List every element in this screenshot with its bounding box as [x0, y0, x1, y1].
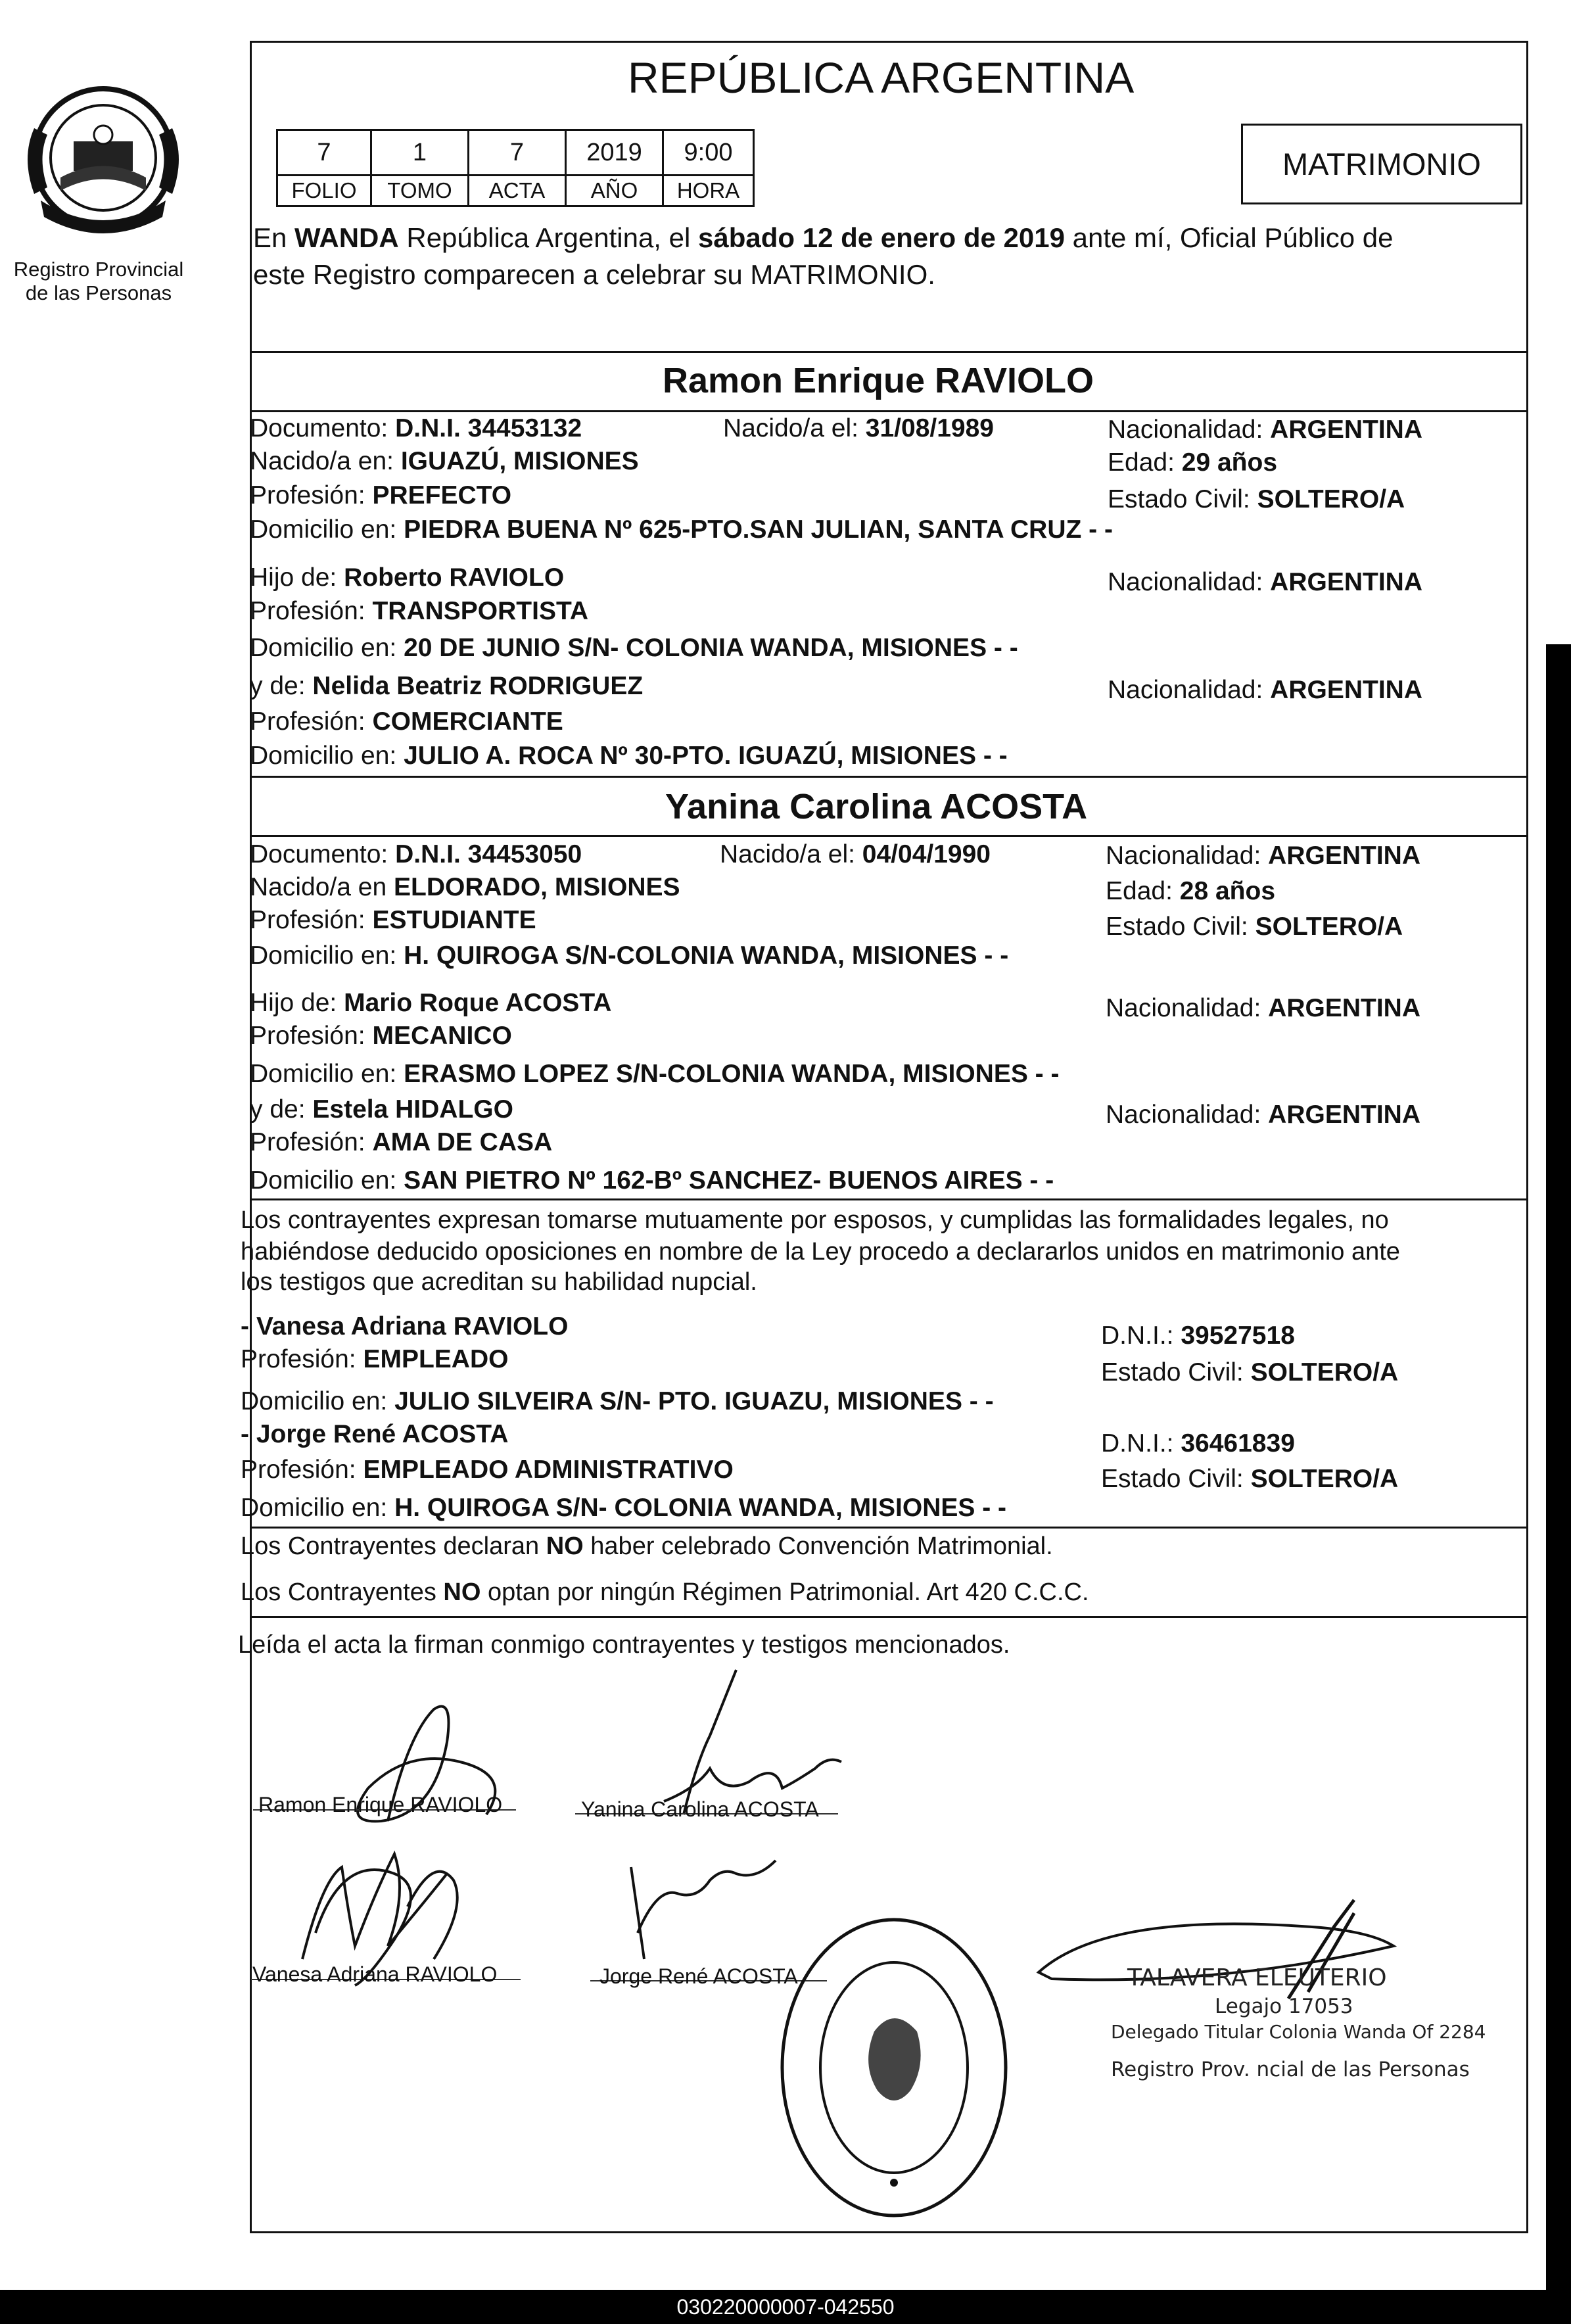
witness1-civil: Estado Civil: SOLTERO/A [1101, 1358, 1399, 1387]
tomo-label: TOMO [371, 176, 469, 206]
official-name: TALAVERA ELEUTERIO [1127, 1964, 1387, 1991]
hora-label: HORA [663, 176, 754, 206]
registry-label-2: de las Personas [25, 281, 172, 304]
c1-father: Hijo de: Roberto RAVIOLO [250, 563, 565, 592]
c1-father-nationality: Nacionalidad: ARGENTINA [1108, 568, 1423, 596]
witness1-profession: Profesión: EMPLEADO [241, 1345, 509, 1373]
official-org: Registro Prov. ncial de las Personas [1111, 2058, 1470, 2081]
c1-doc: Documento: D.N.I. 34453132 [250, 414, 582, 442]
c2-nationality: Nacionalidad: ARGENTINA [1106, 842, 1421, 870]
c1-nationality: Nacionalidad: ARGENTINA [1108, 415, 1423, 444]
witness2-profession: Profesión: EMPLEADO ADMINISTRATIVO [241, 1456, 734, 1484]
acta-label: ACTA [469, 176, 566, 206]
c2-mother-nationality: Nacionalidad: ARGENTINA [1106, 1101, 1421, 1129]
intro-line-2: este Registro comparecen a celebrar su MATRIMONIO. [253, 259, 935, 290]
c1-profession: Profesión: PREFECTO [250, 481, 512, 510]
c2-mother: y de: Estela HIDALGO [250, 1095, 513, 1124]
c2-profession: Profesión: ESTUDIANTE [250, 906, 536, 934]
c1-born-in: Nacido/a en: IGUAZÚ, MISIONES [250, 447, 639, 475]
declaration-line-3: los testigos que acreditan su habilidad nupcial. [241, 1268, 757, 1296]
signature-caption-2: Yanina Carolina ACOSTA [581, 1797, 819, 1821]
c1-mother-profession: Profesión: COMERCIANTE [250, 707, 563, 736]
c1-father-profession: Profesión: TRANSPORTISTA [250, 597, 589, 625]
signature-caption-1: Ramon Enrique RAVIOLO [258, 1793, 503, 1816]
c2-born-on: Nacido/a el: 04/04/1990 [720, 840, 991, 868]
signatures-intro: Leída el acta la firman conmigo contrayentes y testigos mencionados. [238, 1631, 1010, 1659]
signature-caption-4: Jorge René ACOSTA [599, 1964, 798, 1988]
c2-civil-status: Estado Civil: SOLTERO/A [1106, 913, 1403, 941]
contrayente2-name: Yanina Carolina ACOSTA [665, 787, 1088, 826]
convention-line-1: Los Contrayentes declaran NO haber celebrado Convención Matrimonial. [241, 1532, 1053, 1560]
official-stamp [776, 1913, 1012, 2222]
witness1-address: Domicilio en: JULIO SILVEIRA S/N- PTO. IGUAZU, MISIONES - - [241, 1387, 994, 1415]
registry-label-1: Registro Provincial [13, 258, 184, 281]
ano-label: AÑO [566, 176, 663, 206]
official-legajo: Legajo 17053 [1215, 1995, 1353, 2018]
c1-address: Domicilio en: PIEDRA BUENA Nº 625-PTO.SAN JULIAN, SANTA CRUZ - - [250, 515, 1113, 544]
declaration-line-1: Los contrayentes expresan tomarse mutuamente por esposos, y cumplidas las formalidades legales, no [241, 1206, 1389, 1234]
contrayente1-name: Ramon Enrique RAVIOLO [663, 361, 1094, 400]
divider [250, 1527, 1528, 1529]
witness1-dni: D.N.I.: 39527518 [1101, 1321, 1295, 1350]
c1-born-on: Nacido/a el: 31/08/1989 [723, 414, 994, 442]
divider [250, 835, 1528, 837]
acta-value: 7 [469, 130, 566, 176]
c1-mother: y de: Nelida Beatriz RODRIGUEZ [250, 672, 644, 700]
page-title: REPÚBLICA ARGENTINA [628, 53, 1135, 102]
witness2-dni: D.N.I.: 36461839 [1101, 1429, 1295, 1458]
document-code-footer: 030220000007-042550 [0, 2290, 1571, 2324]
witness1-name: - Vanesa Adriana RAVIOLO [241, 1312, 569, 1340]
c2-father: Hijo de: Mario Roque ACOSTA [250, 989, 612, 1017]
divider [250, 1616, 1528, 1618]
c2-age: Edad: 28 años [1106, 877, 1276, 905]
witness2-name: - Jorge René ACOSTA [241, 1420, 509, 1448]
witness2-civil: Estado Civil: SOLTERO/A [1101, 1465, 1399, 1493]
declaration-line-2: habiéndose deducido oposiciones en nombre de la Ley procedo a declararlos unidos en matrimonio ante [241, 1238, 1400, 1266]
registry-seal-logo [14, 69, 192, 247]
c1-mother-nationality: Nacionalidad: ARGENTINA [1108, 676, 1423, 704]
record-type-box: MATRIMONIO [1241, 124, 1522, 204]
signature-caption-3: Vanesa Adriana RAVIOLO [252, 1962, 498, 1986]
folio-table [276, 129, 755, 207]
divider [250, 351, 1528, 353]
c2-doc: Documento: D.N.I. 34453050 [250, 840, 582, 868]
convention-line-2: Los Contrayentes NO optan por ningún Régimen Patrimonial. Art 420 C.C.C. [241, 1578, 1089, 1606]
c2-mother-address: Domicilio en: SAN PIETRO Nº 162-Bº SANCHEZ- BUENOS AIRES - - [250, 1166, 1054, 1195]
divider [250, 776, 1528, 778]
c2-father-address: Domicilio en: ERASMO LOPEZ S/N-COLONIA WANDA, MISIONES - - [250, 1060, 1060, 1088]
hora-value: 9:00 [663, 130, 754, 176]
c1-age: Edad: 29 años [1108, 448, 1278, 477]
witness2-address: Domicilio en: H. QUIROGA S/N- COLONIA WANDA, MISIONES - - [241, 1494, 1007, 1522]
folio-value: 7 [277, 130, 371, 176]
tomo-value: 1 [371, 130, 469, 176]
ano-value: 2019 [566, 130, 663, 176]
divider [250, 410, 1528, 412]
c2-father-nationality: Nacionalidad: ARGENTINA [1106, 994, 1421, 1022]
scan-edge-bar [1546, 644, 1571, 2290]
divider [250, 1198, 1528, 1200]
c1-father-address: Domicilio en: 20 DE JUNIO S/N- COLONIA WANDA, MISIONES - - [250, 634, 1018, 662]
folio-label: FOLIO [277, 176, 371, 206]
intro-line-1: En WANDA República Argentina, el sábado 12 de enero de 2019 ante mí, Oficial Público de [253, 222, 1394, 253]
official-role: Delegado Titular Colonia Wanda Of 2284 [1111, 2021, 1486, 2043]
c2-mother-profession: Profesión: AMA DE CASA [250, 1128, 553, 1156]
c2-address: Domicilio en: H. QUIROGA S/N-COLONIA WANDA, MISIONES - - [250, 941, 1009, 970]
c2-born-in: Nacido/a en ELDORADO, MISIONES [250, 873, 680, 901]
c1-civil-status: Estado Civil: SOLTERO/A [1108, 485, 1405, 513]
c2-father-profession: Profesión: MECANICO [250, 1022, 512, 1050]
c1-mother-address: Domicilio en: JULIO A. ROCA Nº 30-PTO. IGUAZÚ, MISIONES - - [250, 742, 1008, 770]
